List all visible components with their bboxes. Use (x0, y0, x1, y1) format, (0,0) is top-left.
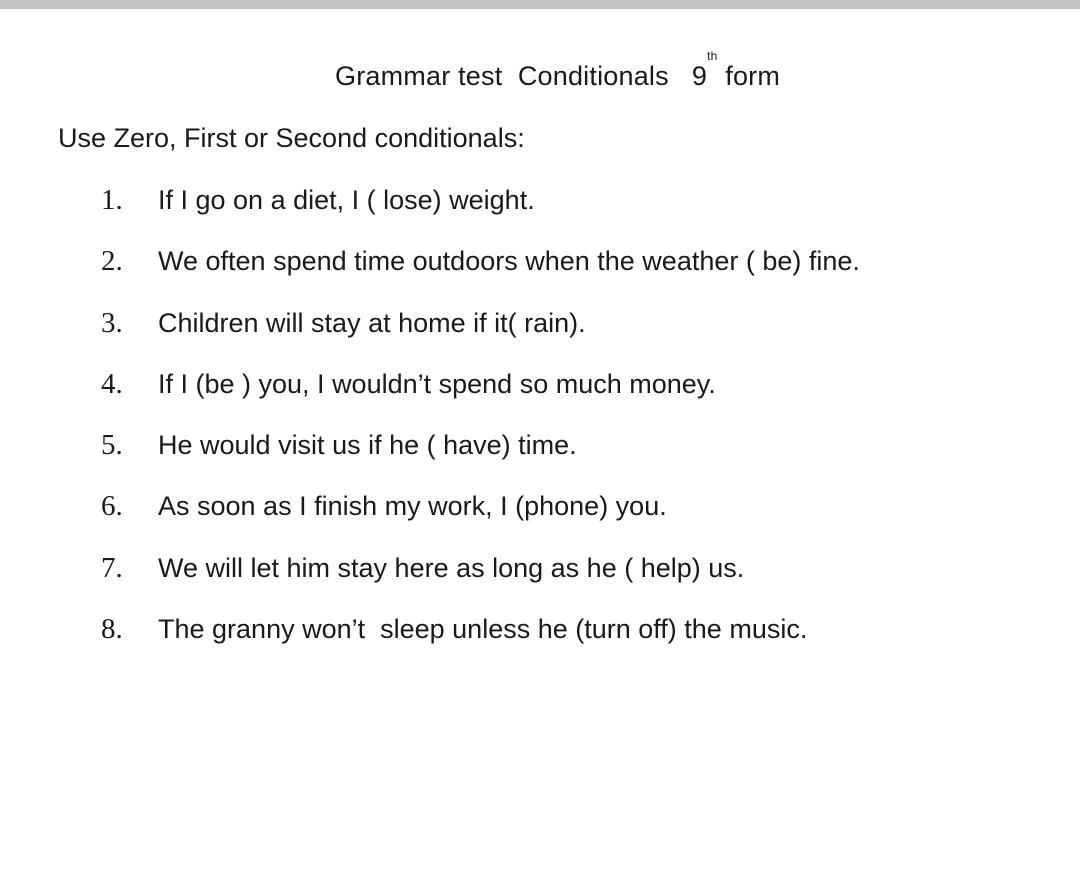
item-text: He would visit us if he ( have) time. (158, 430, 577, 461)
item-text: The granny won’t sleep unless he (turn off) the music. (158, 614, 808, 645)
list-item (0, 425, 1080, 486)
item-number: 5. (101, 429, 123, 462)
item-text: We will let him stay here as long as he ( help) us. (158, 552, 745, 583)
item-number: 1. (101, 184, 123, 216)
item-text: Children will stay at home if it( rain). (158, 307, 586, 338)
list-item (0, 364, 1080, 425)
top-edge-bar (0, 0, 1080, 9)
list-item (0, 548, 1080, 609)
item-text: As soon as I finish my work, I (phone) you. (158, 491, 667, 522)
item-text: If I go on a diet, I ( lose) weight. (158, 185, 535, 215)
item-number: 7. (101, 551, 123, 584)
item-number: 3. (101, 306, 123, 339)
title-main: Grammar test Conditionals 9 (335, 61, 708, 91)
title-end: form (717, 61, 781, 91)
item-number: 6. (101, 490, 123, 523)
instruction-text: Use Zero, First or Second conditionals: (58, 123, 525, 153)
item-number: 8. (101, 613, 123, 646)
title-superscript: th (707, 49, 718, 63)
list-item (0, 180, 1080, 241)
exercise-list (0, 180, 1080, 670)
item-text: We often spend time outdoors when the weather ( be) fine. (158, 246, 860, 277)
page-title (335, 49, 781, 96)
list-item (0, 486, 1080, 547)
item-number: 2. (101, 245, 123, 278)
list-item (0, 241, 1080, 302)
item-text: If I (be ) you, I wouldn’t spend so much money. (158, 368, 716, 399)
list-item (0, 609, 1080, 670)
list-item (0, 303, 1080, 364)
item-number: 4. (101, 367, 123, 400)
